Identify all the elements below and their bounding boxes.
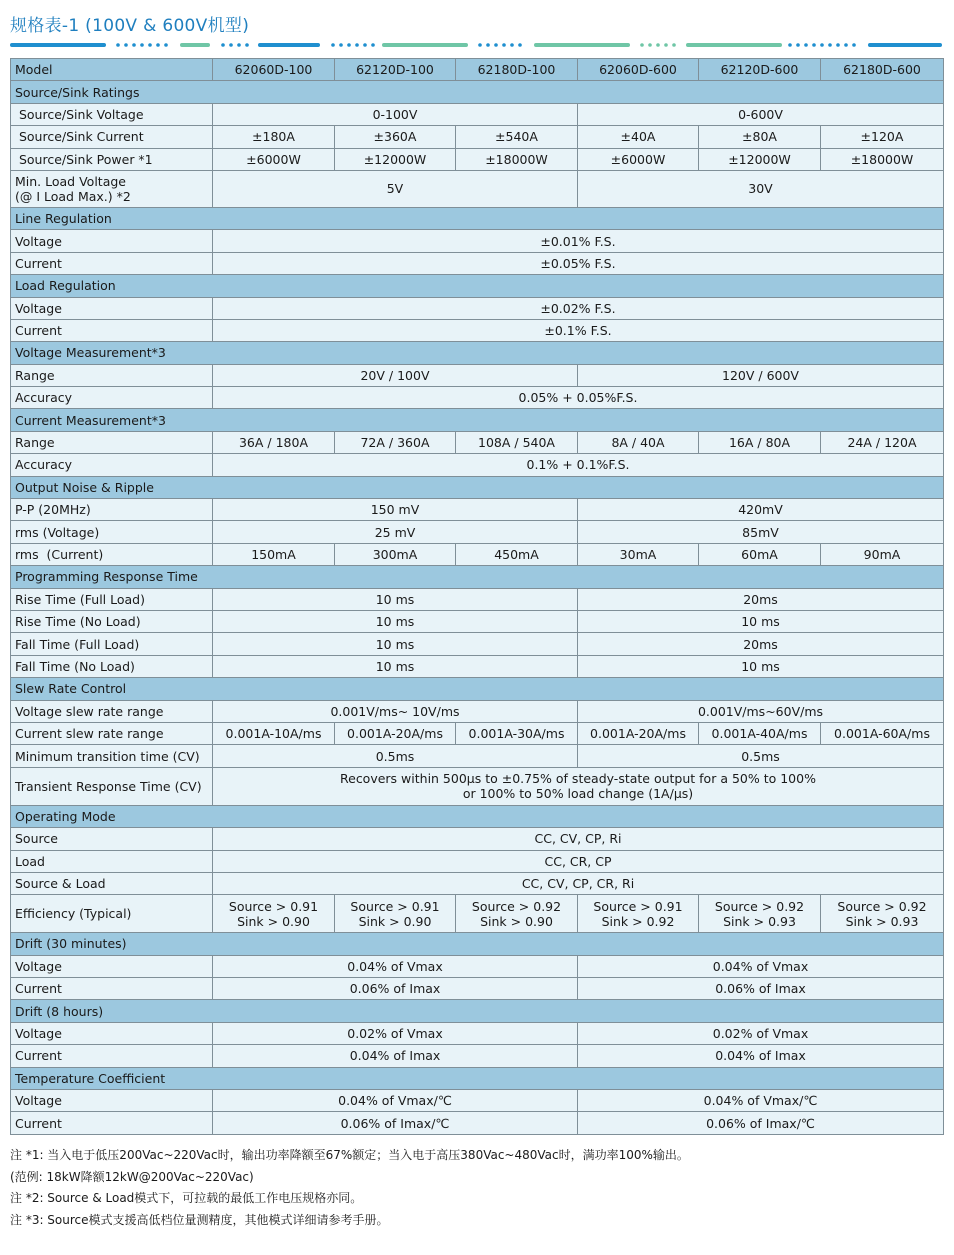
section-row xyxy=(11,933,944,955)
cell-value: ±360A xyxy=(335,126,456,148)
section-row xyxy=(11,275,944,297)
table-row xyxy=(11,895,944,933)
table-row xyxy=(11,1112,944,1134)
model-header: 62180D-100 xyxy=(456,59,578,81)
cell-value: 0.001A-60A/ms xyxy=(821,722,944,744)
cell-value xyxy=(456,895,578,933)
cell-value: 10 ms xyxy=(213,610,578,632)
row-label: Source/Sink Voltage xyxy=(11,103,213,125)
cell-value: 0.001V/ms~60V/ms xyxy=(578,700,944,722)
table-row xyxy=(11,319,944,341)
row-label: Current xyxy=(11,1112,213,1134)
cell-value: ±12000W xyxy=(335,148,456,170)
section-title: Drift (8 hours) xyxy=(11,1000,944,1022)
cell-value: ±540A xyxy=(456,126,578,148)
row-label: Current xyxy=(11,1045,213,1067)
section-row xyxy=(11,566,944,588)
row-label: Current xyxy=(11,319,213,341)
cell-line: Source > 0.91 xyxy=(593,898,683,914)
row-label: Voltage xyxy=(11,230,213,252)
row-label: Transient Response Time (CV) xyxy=(11,767,213,805)
table-row xyxy=(11,521,944,543)
cell-value: 0.001A-40A/ms xyxy=(699,722,821,744)
row-label: Fall Time (No Load) xyxy=(11,655,213,677)
table-row xyxy=(11,700,944,722)
row-label: Source & Load xyxy=(11,872,213,894)
cell-value xyxy=(213,895,335,933)
table-row xyxy=(11,126,944,148)
cell-value: 30V xyxy=(578,170,944,207)
cell-value: 8A / 40A xyxy=(578,431,699,453)
cell-value: 0.04% of Imax xyxy=(578,1045,944,1067)
cell-value: 150 mV xyxy=(213,499,578,521)
cell-value: 120V / 600V xyxy=(578,364,944,386)
cell-line: Sink > 0.90 xyxy=(237,913,310,929)
cell-value: 60mA xyxy=(699,543,821,565)
row-label: Rise Time (No Load) xyxy=(11,610,213,632)
row-label: Voltage xyxy=(11,297,213,319)
cell-value: 0.06% of Imax xyxy=(578,978,944,1000)
cell-value: 0.001A-10A/ms xyxy=(213,722,335,744)
cell-value: 0-600V xyxy=(578,103,944,125)
row-label xyxy=(11,170,213,207)
cell-line: Recovers within 500μs to ±0.75% of steady-state output for a 50% to 100% xyxy=(340,771,816,787)
table-row xyxy=(11,722,944,744)
section-title: Source/Sink Ratings xyxy=(11,81,944,103)
cell-value xyxy=(335,895,456,933)
cell-value: 20ms xyxy=(578,633,944,655)
cell-line: Sink > 0.90 xyxy=(480,913,553,929)
section-row xyxy=(11,1000,944,1022)
row-label: Source/Sink Power *1 xyxy=(11,148,213,170)
table-row xyxy=(11,103,944,125)
table-row xyxy=(11,297,944,319)
cell-value: 108A / 540A xyxy=(456,431,578,453)
section-row xyxy=(11,805,944,827)
row-label: Accuracy xyxy=(11,387,213,409)
table-row xyxy=(11,252,944,274)
row-label-line: (@ I Load Max.) *2 xyxy=(15,188,131,204)
cell-value xyxy=(213,767,944,805)
row-label: P-P (20MHz) xyxy=(11,499,213,521)
table-row xyxy=(11,543,944,565)
cell-value: 10 ms xyxy=(578,655,944,677)
title-decorative-rule xyxy=(10,41,942,49)
section-title: Current Measurement*3 xyxy=(11,409,944,431)
cell-value: 0.06% of Imax/℃ xyxy=(213,1112,578,1134)
cell-line: Source > 0.92 xyxy=(471,898,562,914)
cell-value: 25 mV xyxy=(213,521,578,543)
cell-value: 36A / 180A xyxy=(213,431,335,453)
model-header: 62060D-600 xyxy=(578,59,699,81)
section-title: Line Regulation xyxy=(11,207,944,229)
section-row xyxy=(11,342,944,364)
row-label: Load xyxy=(11,850,213,872)
row-label: Source/Sink Current xyxy=(11,126,213,148)
row-label: Voltage xyxy=(11,1090,213,1112)
row-label: Current slew rate range xyxy=(11,722,213,744)
cell-line: Sink > 0.93 xyxy=(723,913,796,929)
cell-value: ±120A xyxy=(821,126,944,148)
cell-value: 0.001A-20A/ms xyxy=(578,722,699,744)
cell-value: 0.05% + 0.05%F.S. xyxy=(213,387,944,409)
cell-value: 0.02% of Vmax xyxy=(213,1022,578,1044)
section-title: Voltage Measurement*3 xyxy=(11,342,944,364)
footnote: 注 *1: 当入电于低压200Vac~220Vac时，输出功率降额至67%额定；当入电于高压380Vac~480Vac时，满功率100%输出。 xyxy=(10,1148,689,1162)
table-row xyxy=(11,170,944,207)
cell-value: 0.04% of Imax xyxy=(213,1045,578,1067)
cell-value: ±6000W xyxy=(213,148,335,170)
table-row xyxy=(11,872,944,894)
cell-value: CC, CV, CP, Ri xyxy=(213,828,944,850)
cell-line: Source > 0.92 xyxy=(837,898,927,914)
cell-value: 20ms xyxy=(578,588,944,610)
cell-value: 0.04% of Vmax/℃ xyxy=(578,1090,944,1112)
cell-value: ±40A xyxy=(578,126,699,148)
table-row xyxy=(11,955,944,977)
table-row xyxy=(11,387,944,409)
cell-value: 0.001A-30A/ms xyxy=(456,722,578,744)
table-row xyxy=(11,454,944,476)
row-label: Voltage slew rate range xyxy=(11,700,213,722)
table-row xyxy=(11,633,944,655)
footnote: 注 *2: Source & Load模式下，可拉载的最低工作电压规格亦同。 xyxy=(10,1191,363,1205)
row-label: rms (Voltage) xyxy=(11,521,213,543)
table-row xyxy=(11,364,944,386)
row-label: Fall Time (Full Load) xyxy=(11,633,213,655)
cell-value: 5V xyxy=(213,170,578,207)
cell-value: ±6000W xyxy=(578,148,699,170)
row-label: Source xyxy=(11,828,213,850)
cell-value: 0-100V xyxy=(213,103,578,125)
cell-value: 0.04% of Vmax xyxy=(213,955,578,977)
cell-line: Source > 0.91 xyxy=(228,898,319,914)
section-row xyxy=(11,207,944,229)
row-label: Current xyxy=(11,252,213,274)
cell-value xyxy=(578,895,699,933)
table-row xyxy=(11,1022,944,1044)
table-row xyxy=(11,745,944,767)
cell-value xyxy=(699,895,821,933)
cell-value: ±180A xyxy=(213,126,335,148)
table-row xyxy=(11,1090,944,1112)
row-label: Voltage xyxy=(11,1022,213,1044)
section-title: Load Regulation xyxy=(11,275,944,297)
cell-value: 90mA xyxy=(821,543,944,565)
row-label: Minimum transition time (CV) xyxy=(11,745,213,767)
cell-value: 0.04% of Vmax/℃ xyxy=(213,1090,578,1112)
cell-value: 0.5ms xyxy=(213,745,578,767)
section-title: Output Noise & Ripple xyxy=(11,476,944,498)
cell-value: 10 ms xyxy=(578,610,944,632)
cell-value: 16A / 80A xyxy=(699,431,821,453)
table-row xyxy=(11,655,944,677)
section-title: Operating Mode xyxy=(11,805,944,827)
header-label: Model xyxy=(11,59,213,81)
cell-value: 150mA xyxy=(213,543,335,565)
model-header: 62120D-100 xyxy=(335,59,456,81)
table-header-row xyxy=(11,59,944,81)
table-row xyxy=(11,230,944,252)
cell-value: 300mA xyxy=(335,543,456,565)
cell-value: CC, CR, CP xyxy=(213,850,944,872)
cell-value: 0.04% of Vmax xyxy=(578,955,944,977)
cell-value: 85mV xyxy=(578,521,944,543)
section-title: Drift (30 minutes) xyxy=(11,933,944,955)
table-row xyxy=(11,1045,944,1067)
section-row xyxy=(11,678,944,700)
table-row xyxy=(11,588,944,610)
cell-value: ±0.05% F.S. xyxy=(213,252,944,274)
row-label: rms (Current) xyxy=(11,543,213,565)
cell-value: 420mV xyxy=(578,499,944,521)
cell-value: 0.001A-20A/ms xyxy=(335,722,456,744)
cell-value: ±0.1% F.S. xyxy=(213,319,944,341)
cell-line: Sink > 0.92 xyxy=(601,913,675,929)
model-header: 62180D-600 xyxy=(821,59,944,81)
cell-value: ±0.02% F.S. xyxy=(213,297,944,319)
cell-value: 24A / 120A xyxy=(821,431,944,453)
footnote: (范例: 18kW降额12kW@200Vac~220Vac) xyxy=(10,1169,254,1184)
cell-value: ±18000W xyxy=(456,148,578,170)
cell-value: 450mA xyxy=(456,543,578,565)
table-row xyxy=(11,978,944,1000)
cell-value: 20V / 100V xyxy=(213,364,578,386)
table-row xyxy=(11,148,944,170)
footnotes xyxy=(10,1145,689,1231)
cell-value: ±18000W xyxy=(821,148,944,170)
cell-line: Sink > 0.90 xyxy=(358,913,432,929)
section-title: Slew Rate Control xyxy=(11,678,944,700)
cell-value: 72A / 360A xyxy=(335,431,456,453)
row-label: Range xyxy=(11,431,213,453)
row-label: Range xyxy=(11,364,213,386)
section-row xyxy=(11,1067,944,1089)
table-row xyxy=(11,767,944,805)
cell-line: Source > 0.92 xyxy=(714,898,805,914)
cell-line: Sink > 0.93 xyxy=(845,913,919,929)
row-label: Rise Time (Full Load) xyxy=(11,588,213,610)
table-row xyxy=(11,828,944,850)
cell-value: 30mA xyxy=(578,543,699,565)
row-label-line: Min. Load Voltage xyxy=(15,173,126,189)
cell-value: 10 ms xyxy=(213,655,578,677)
cell-value: ±0.01% F.S. xyxy=(213,230,944,252)
section-title: Temperature Coefficient xyxy=(11,1067,944,1089)
table-row xyxy=(11,431,944,453)
row-label: Current xyxy=(11,978,213,1000)
cell-value: 0.001V/ms~ 10V/ms xyxy=(213,700,578,722)
cell-line: Source > 0.91 xyxy=(350,898,440,914)
cell-value: 0.06% of Imax/℃ xyxy=(578,1112,944,1134)
section-title: Programming Response Time xyxy=(11,566,944,588)
cell-value: ±80A xyxy=(699,126,821,148)
section-row xyxy=(11,476,944,498)
table-row xyxy=(11,499,944,521)
cell-value: CC, CV, CP, CR, Ri xyxy=(213,872,944,894)
row-label: Efficiency (Typical) xyxy=(11,895,213,933)
row-label: Voltage xyxy=(11,955,213,977)
cell-value: 0.02% of Vmax xyxy=(578,1022,944,1044)
section-row xyxy=(11,409,944,431)
cell-line: or 100% to 50% load change (1A/μs) xyxy=(462,786,694,802)
section-row xyxy=(11,81,944,103)
model-header: 62120D-600 xyxy=(699,59,821,81)
table-row xyxy=(11,850,944,872)
cell-value: 0.5ms xyxy=(578,745,944,767)
table-row xyxy=(11,610,944,632)
row-label: Accuracy xyxy=(11,454,213,476)
cell-value: ±12000W xyxy=(699,148,821,170)
footnote: 注 *3: Source模式支援高低档位量测精度，其他模式详细请参考手册。 xyxy=(10,1212,389,1227)
cell-value: 10 ms xyxy=(213,588,578,610)
model-header: 62060D-100 xyxy=(213,59,335,81)
spec-table xyxy=(10,58,944,1135)
cell-value: 10 ms xyxy=(213,633,578,655)
cell-value: 0.1% + 0.1%F.S. xyxy=(213,454,944,476)
page-title: 规格表-1 (100V & 600V机型) xyxy=(10,16,250,36)
cell-value: 0.06% of Imax xyxy=(213,978,578,1000)
cell-value xyxy=(821,895,944,933)
